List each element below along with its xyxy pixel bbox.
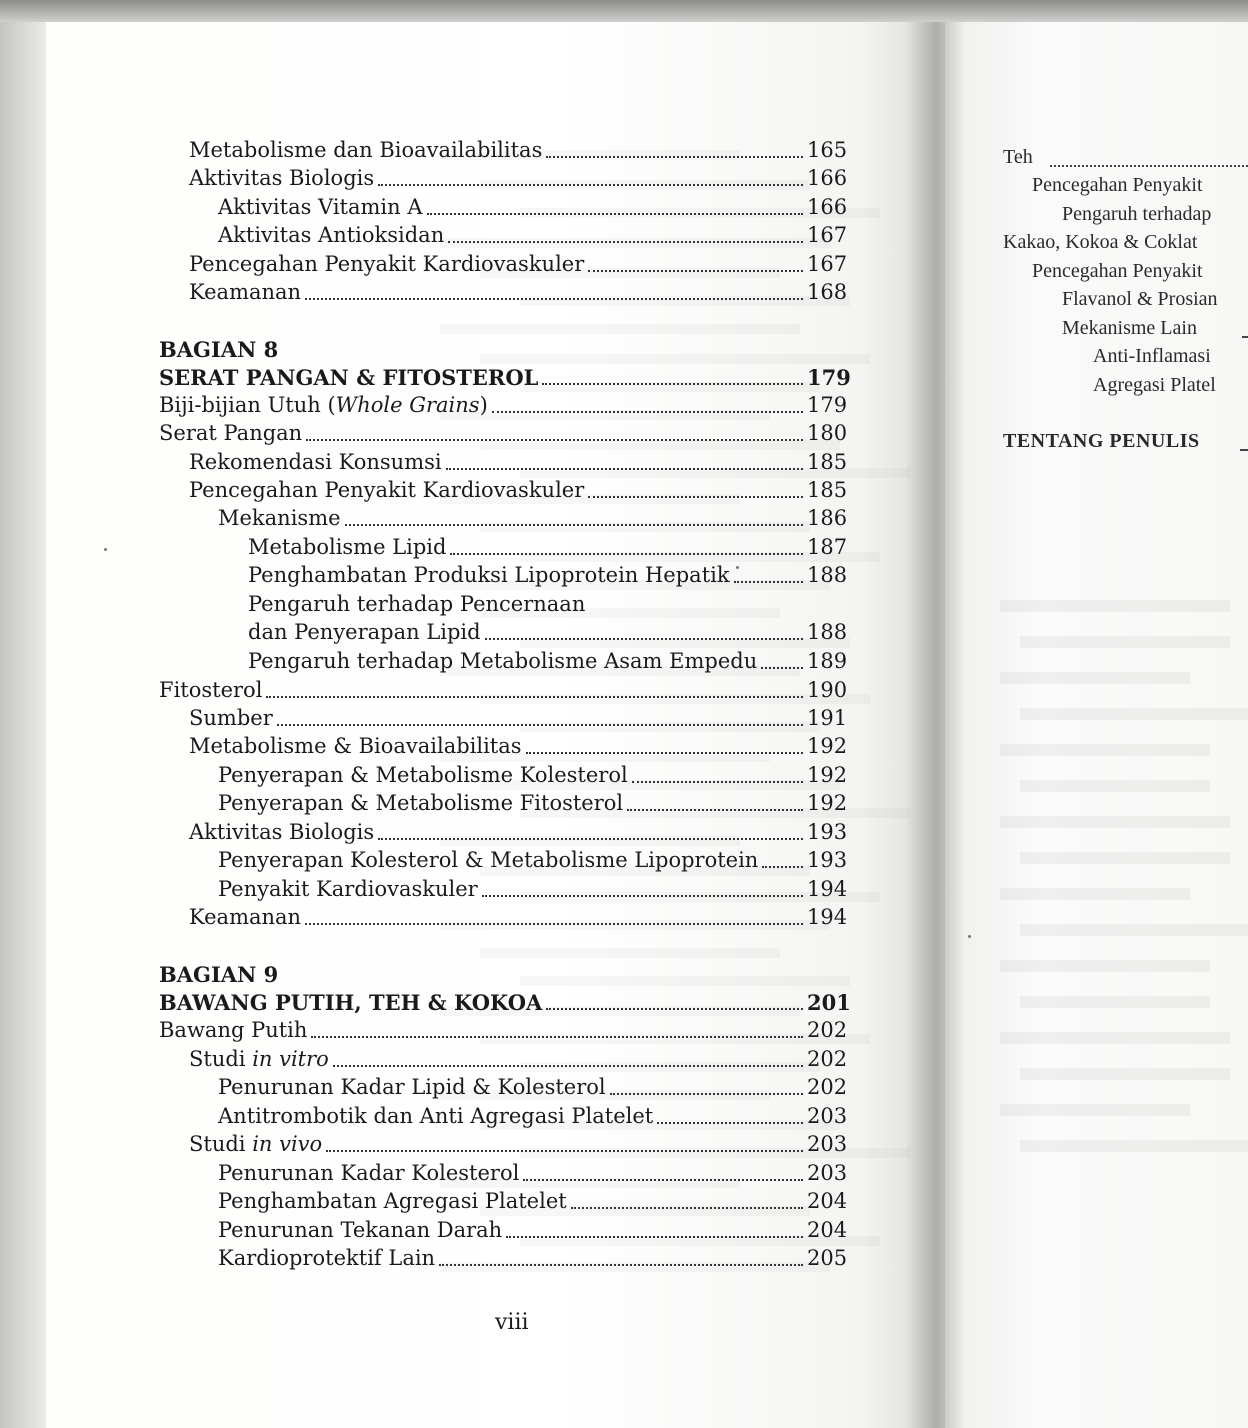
toc-entry xyxy=(218,1189,848,1217)
toc-entry-label: Serat Pangan xyxy=(159,421,303,445)
toc-entry xyxy=(189,450,848,478)
show-through-line xyxy=(1000,816,1230,828)
show-through-line xyxy=(1000,960,1210,972)
toc-entry-label: BAWANG PUTIH, TEH & KOKOA xyxy=(159,990,543,1015)
toc-entry-label: Penurunan Kadar Kolesterol xyxy=(218,1161,520,1185)
right-toc-entry: Pencegahan Penyakit xyxy=(1032,260,1203,282)
toc-entry-label: Aktivitas Biologis xyxy=(189,820,375,844)
toc-entry xyxy=(218,1075,848,1103)
toc-page-number: 188 xyxy=(807,563,848,587)
show-through-line xyxy=(1020,1140,1248,1152)
show-through-line xyxy=(440,324,800,334)
right-toc-entry: Mekanisme Lain xyxy=(1062,317,1197,339)
toc-page-number: 166 xyxy=(807,166,848,190)
dot-leader xyxy=(378,184,803,186)
toc-entry xyxy=(189,280,848,308)
toc-entry xyxy=(218,1246,848,1274)
toc-page-number: 204 xyxy=(807,1218,848,1242)
toc-entry-label: Kardioprotektif Lain xyxy=(218,1246,436,1270)
book-gutter-shadow xyxy=(905,0,965,1428)
toc-entry-label: Keamanan xyxy=(189,905,302,929)
right-toc-entry: Pengaruh terhadap xyxy=(1062,203,1212,225)
toc-entry-label: Penyerapan & Metabolisme Kolesterol xyxy=(218,763,628,787)
toc-page-number: 192 xyxy=(807,763,848,787)
dot-leader xyxy=(326,1150,803,1152)
dot-leader xyxy=(333,1065,803,1067)
toc-page-number: 202 xyxy=(807,1018,848,1042)
toc-page-number: 202 xyxy=(807,1075,848,1099)
toc-entry xyxy=(189,166,848,194)
right-toc-entry: Agregasi Platel xyxy=(1093,374,1216,396)
toc-entry-label: Metabolisme dan Bioavailabilitas xyxy=(189,138,543,162)
toc-entry-label: Metabolisme Lipid xyxy=(248,535,447,559)
dot-leader xyxy=(1050,165,1248,167)
toc-entry-label: BAGIAN 9 xyxy=(159,962,279,987)
show-through-line xyxy=(1000,672,1190,684)
toc-entry xyxy=(218,506,848,534)
dot-leader xyxy=(277,724,803,726)
toc-entry xyxy=(218,791,848,819)
toc-page-number: 189 xyxy=(807,649,848,673)
dot-leader xyxy=(571,1207,803,1209)
toc-page-number: 203 xyxy=(807,1161,848,1185)
dot-leader xyxy=(506,1236,803,1238)
toc-page-number: 168 xyxy=(807,280,848,304)
dot-leader xyxy=(378,838,803,840)
dot-leader xyxy=(632,781,803,783)
paper-speck xyxy=(968,935,971,938)
toc-entry xyxy=(218,848,848,876)
toc-entry-label: Penghambatan Produksi Lipoprotein Hepatik xyxy=(248,563,730,587)
dot-leader xyxy=(542,383,803,385)
dot-leader xyxy=(305,923,803,925)
toc-entry xyxy=(248,592,845,620)
toc-entry xyxy=(218,877,848,905)
toc-page-number: 179 xyxy=(807,365,851,390)
toc-entry xyxy=(189,706,848,734)
dot-leader xyxy=(345,524,803,526)
dot-leader xyxy=(450,553,803,555)
show-through-line xyxy=(1000,888,1190,900)
dot-leader xyxy=(485,638,803,640)
dot-leader xyxy=(1242,336,1248,338)
toc-page-number: 187 xyxy=(807,535,848,559)
toc-page-number: 203 xyxy=(807,1132,848,1156)
toc-entry-label: Pencegahan Penyakit Kardiovaskuler xyxy=(189,252,585,276)
toc-page-number: 165 xyxy=(807,138,848,162)
toc-entry xyxy=(159,678,848,706)
toc-entry-label: Bawang Putih xyxy=(159,1018,308,1042)
show-through-line xyxy=(480,948,780,958)
show-through-line xyxy=(1020,636,1230,648)
page-edge-top xyxy=(0,0,1248,22)
toc-page-number: 180 xyxy=(807,421,848,445)
toc-entry-label: Sumber xyxy=(189,706,273,730)
paper-speck xyxy=(736,566,739,569)
right-toc-entry: Kakao, Kokoa & Coklat xyxy=(1003,231,1198,253)
toc-page-number: 194 xyxy=(807,877,848,901)
right-toc-entry: Pencegahan Penyakit xyxy=(1032,174,1203,196)
toc-entry-label: Keamanan xyxy=(189,280,302,304)
toc-entry-label: Aktivitas Biologis xyxy=(189,166,375,190)
toc-entry xyxy=(218,1161,848,1189)
toc-entry xyxy=(189,1132,848,1160)
dot-leader xyxy=(657,1122,803,1124)
right-toc-entry: TENTANG PENULIS xyxy=(1003,430,1200,452)
toc-entry-label: Metabolisme & Bioavailabilitas xyxy=(189,734,522,758)
show-through-line xyxy=(1020,852,1230,864)
toc-page-number: 204 xyxy=(807,1189,848,1213)
toc-entry-label: BAGIAN 8 xyxy=(159,337,279,362)
toc-page-number: 185 xyxy=(807,478,848,502)
toc-page-number: 205 xyxy=(807,1246,848,1270)
toc-entry xyxy=(218,1218,848,1246)
toc-entry xyxy=(218,195,848,223)
toc-entry xyxy=(159,365,851,393)
toc-page-number: 201 xyxy=(807,990,851,1015)
show-through-line xyxy=(1020,708,1248,720)
toc-entry-label: Mekanisme xyxy=(218,506,341,530)
toc-entry xyxy=(248,535,848,563)
toc-entry-label: Pengaruh terhadap Pencernaan xyxy=(248,592,586,616)
toc-entry-label: dan Penyerapan Lipid xyxy=(248,620,481,644)
dot-leader xyxy=(526,752,803,754)
toc-entry xyxy=(159,421,848,449)
toc-entry-label: Penyakit Kardiovaskuler xyxy=(218,877,478,901)
toc-entry xyxy=(189,1047,848,1075)
toc-entry xyxy=(189,478,848,506)
toc-entry-label: Pencegahan Penyakit Kardiovaskuler xyxy=(189,478,585,502)
toc-page-number: 179 xyxy=(807,393,848,417)
toc-entry-label: Pengaruh terhadap Metabolisme Asam Empedu xyxy=(248,649,758,673)
dot-leader xyxy=(305,298,803,300)
show-through-line xyxy=(1000,1104,1190,1116)
dot-leader xyxy=(610,1093,803,1095)
paper-speck xyxy=(104,548,107,551)
show-through-line xyxy=(1020,996,1210,1008)
toc-entry xyxy=(159,393,848,421)
dot-leader xyxy=(546,156,803,158)
right-toc-entry: Flavanol & Prosian xyxy=(1062,288,1218,310)
dot-leader xyxy=(439,1264,803,1266)
toc-entry-label: Rekomendasi Konsumsi xyxy=(189,450,442,474)
toc-page-number: 193 xyxy=(807,820,848,844)
toc-entry xyxy=(189,820,848,848)
dot-leader xyxy=(1240,449,1248,451)
dot-leader xyxy=(546,1008,803,1010)
dot-leader xyxy=(588,496,803,498)
show-through-line xyxy=(1000,1032,1230,1044)
toc-entry xyxy=(248,649,848,677)
dot-leader xyxy=(523,1179,803,1181)
toc-page-number: 192 xyxy=(807,791,848,815)
right-toc-entry: Anti-Inflamasi xyxy=(1093,345,1211,367)
toc-page-number: 166 xyxy=(807,195,848,219)
show-through-line xyxy=(1020,780,1210,792)
toc-entry-label: Penurunan Kadar Lipid & Kolesterol xyxy=(218,1075,606,1099)
section-heading xyxy=(159,337,845,365)
show-through-line xyxy=(1020,924,1248,936)
dot-leader xyxy=(446,468,803,470)
dot-leader xyxy=(448,241,803,243)
toc-page-number: 167 xyxy=(807,223,848,247)
right-toc-entry: Teh xyxy=(1003,146,1033,168)
dot-leader xyxy=(627,809,803,811)
toc-entry-label: Penghambatan Agregasi Platelet xyxy=(218,1189,567,1213)
toc-entry xyxy=(159,1018,848,1046)
dot-leader xyxy=(482,895,803,897)
toc-entry-label: Penyerapan & Metabolisme Fitosterol xyxy=(218,791,624,815)
dot-leader xyxy=(588,270,803,272)
page-edge-left xyxy=(0,0,46,1428)
toc-entry xyxy=(189,138,848,166)
dot-leader xyxy=(427,213,803,215)
dot-leader xyxy=(492,411,803,413)
toc-entry xyxy=(248,563,848,591)
toc-entry xyxy=(189,905,848,933)
toc-page-number: 188 xyxy=(807,620,848,644)
toc-page-number: 194 xyxy=(807,905,848,929)
toc-entry xyxy=(218,763,848,791)
toc-entry-label: Fitosterol xyxy=(159,678,263,702)
toc-entry xyxy=(189,252,848,280)
toc-entry-label: Biji-bijian Utuh (Whole Grains) xyxy=(159,393,488,417)
toc-page-number: 167 xyxy=(807,252,848,276)
section-heading xyxy=(159,962,845,990)
dot-leader xyxy=(311,1036,803,1038)
toc-page-number: 191 xyxy=(807,706,848,730)
toc-page-number: 185 xyxy=(807,450,848,474)
dot-leader xyxy=(734,581,803,583)
toc-page-number: 202 xyxy=(807,1047,848,1071)
toc-entry xyxy=(218,223,848,251)
dot-leader xyxy=(266,696,803,698)
toc-entry xyxy=(189,734,848,762)
toc-page-number: 190 xyxy=(807,678,848,702)
toc-entry xyxy=(248,620,848,648)
toc-entry-label: Aktivitas Vitamin A xyxy=(218,195,423,219)
dot-leader xyxy=(306,439,803,441)
toc-entry-label: Penyerapan Kolesterol & Metabolisme Lipoprotein xyxy=(218,848,759,872)
toc-page-number: 193 xyxy=(807,848,848,872)
show-through-line xyxy=(1020,1068,1230,1080)
toc-entry-label: Aktivitas Antioksidan xyxy=(218,223,445,247)
page-number-folio: viii xyxy=(495,1310,529,1335)
toc-entry-label: Antitrombotik dan Anti Agregasi Platelet xyxy=(218,1104,654,1128)
toc-entry-label: Penurunan Tekanan Darah xyxy=(218,1218,503,1242)
dot-leader xyxy=(762,866,803,868)
show-through-line xyxy=(1000,744,1210,756)
toc-page-number: 186 xyxy=(807,506,848,530)
dot-leader xyxy=(761,667,803,669)
toc-page-number: 203 xyxy=(807,1104,848,1128)
toc-entry xyxy=(159,990,851,1018)
show-through-line xyxy=(1000,600,1230,612)
toc-entry-label: SERAT PANGAN & FITOSTEROL xyxy=(159,365,539,390)
toc-entry xyxy=(218,1104,848,1132)
toc-entry-label: Studi in vitro xyxy=(189,1047,329,1071)
toc-entry-label: Studi in vivo xyxy=(189,1132,323,1156)
toc-page-number: 192 xyxy=(807,734,848,758)
